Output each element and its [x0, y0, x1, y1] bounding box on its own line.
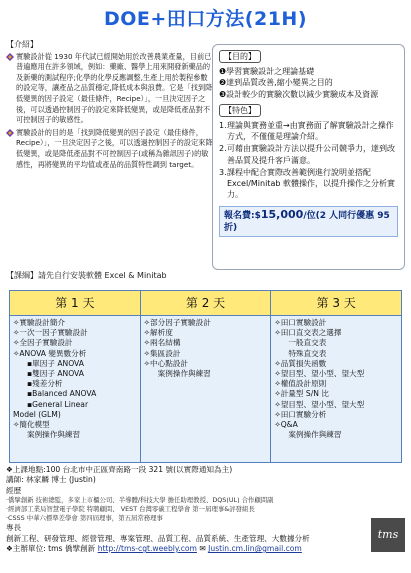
day-2-topics: [141, 316, 272, 462]
experience-line: ‧CSSS 中華六標準差學會 第四屆理事，第五屆常務理事: [6, 514, 163, 523]
diamond-bullet-icon: [6, 53, 14, 61]
schedule-topic: ✧集區設計: [143, 348, 181, 358]
feature-number: 2.: [219, 144, 227, 154]
schedule-topic: ✧計量型 S/N 比: [274, 389, 329, 399]
schedule-topic: ✧品質損失函數: [274, 358, 327, 368]
fee-amount: 15,000: [260, 208, 304, 222]
schedule-topic: Model (GLM): [13, 409, 61, 419]
page-title: DOE+田口方法(21H): [103, 8, 308, 30]
schedule-topic: ✧解析度: [143, 328, 173, 338]
day-2-header: 第 2 天: [141, 291, 272, 315]
feature-text: 理論與實務並重→由實務面了解實驗設計之操作方式，不僅僅是理論介紹。: [227, 121, 394, 142]
schedule-topic: ✧田口直交表之選擇: [274, 328, 342, 338]
footer-section: [6, 465, 404, 554]
goal-item: ❶學習實驗設計之理論基礎: [219, 67, 315, 77]
schedule-topic: ✧ANOVA 變異數分析: [13, 348, 87, 358]
intro-paragraph-text: 實驗設計的目的是「找到降低變異的因子設定（最佳條件，Recipe）」，一旦決定因子之後，可以透過控制因子的設定來降低變異，或是降低產品對不可控制因子(或稱為雜訊因子)的敏感性，再將變異的平均值或產品的品質特性調到 target。: [16, 127, 213, 169]
fee-suffix: /位(2 人同行優惠 95 折): [224, 211, 390, 233]
feature-text: 課程中配合實際改善範例進行說明並搭配 Excel/Minitab 軟體操作，以提升操作之分析實力。: [227, 167, 395, 200]
diamond-bullet-icon: [6, 129, 14, 137]
schedule-topic: ▪殘差分析: [27, 379, 63, 389]
specialty-text: 創新工程、研發管理、經營管理、專案管理、品質工程、品質系統、生產管理、大數據分析: [6, 533, 310, 543]
schedule-topic: ▪Balanced ANOVA: [27, 389, 97, 399]
intro-paragraph-text: 實驗設計從 1930 年代試已經開始用於改善農業產量，目前已普遍應用在許多領域，例如：藥廠、醫學上用來開發新藥品的及新藥的測試程序;化學的化學反應調整,生產上用於製程參數的設定等，讓產品之品質穩定,降低成本與浪費。它是「找到降低變異的因子設定（最佳條件，Recipe）」，一旦決定因子之後，可以透過控制因子的設定來降低變異，或是降低產品對不可控制因子的敏感性。: [16, 51, 213, 125]
location-text: ❖上課地點:100 台北市中正區齊南路一段 321 號(以實際通知為主): [6, 465, 233, 474]
schedule-topic: ✧部分因子實驗設計: [143, 318, 211, 327]
experience-label: 經歷: [6, 485, 22, 495]
intro-paragraph: [6, 128, 214, 170]
schedule-topic: ✧一次一因子實驗設計: [13, 328, 88, 338]
schedule-topic: ✧權值設計原則: [274, 379, 327, 389]
feature-item: [219, 167, 398, 201]
schedule-topic: 特殊直交表: [288, 348, 327, 358]
intro-section: [6, 40, 214, 268]
goals-features-panel: [212, 44, 405, 270]
registration-fee: [219, 206, 398, 236]
website-link[interactable]: http://tms-cgt.weebly.com: [97, 544, 197, 554]
schedule-topic: ✧田口實驗分析: [274, 409, 327, 419]
schedule-topic: ✧田口實驗設計: [274, 318, 327, 327]
feature-item: [219, 143, 398, 165]
schedule-topic: ✧全因子實驗設計: [13, 338, 73, 348]
feature-number: 3.: [219, 167, 227, 177]
experience-line: ‧經濟部工業局智慧電子學院 特聘顧問、 VEST 台灣零碳工程學會 第一屆理事&評發組長: [6, 505, 255, 514]
schedule-topic: 案例操作與練習: [288, 430, 342, 440]
course-outline-note: 【課綱】請先自行安裝軟體 Excel & Minitab: [6, 271, 167, 280]
schedule-body: [10, 315, 401, 462]
schedule-topic: ✧實驗設計簡介: [13, 318, 65, 327]
features-heading: 【特色】: [219, 104, 261, 117]
schedule-topic: 一般直交表: [288, 338, 327, 348]
fee-prefix: 報名費:$: [224, 211, 261, 222]
instructor-text: 講師: 林家麟 博士 (Justin): [6, 475, 96, 485]
day-3-header: 第 3 天: [316, 296, 356, 310]
email-link[interactable]: Justin.cm.lin@gmail.com: [208, 544, 302, 554]
experience-line: ‧僑擘創新 技術總監，多家上市櫃公司、半導體/科技大學 擔任助理教授、DQS(UL) 合作顧問副: [6, 496, 274, 505]
schedule-topic: ✧簡化模型: [13, 420, 50, 430]
schedule-table: [9, 290, 402, 463]
day-1-topics: [10, 316, 141, 462]
goal-item: ❸設計較少的實驗次數以減少實驗成本及資源: [219, 89, 379, 99]
tms-logo: tms: [371, 518, 405, 552]
schedule-topic: 案例操作與練習: [157, 369, 211, 379]
intro-heading: 【介紹】: [6, 40, 38, 49]
goal-item: ❷達到品質改善,縮小變異之目的: [219, 78, 333, 88]
schedule-header-row: [10, 291, 401, 315]
feature-number: 1.: [219, 121, 227, 131]
specialty-label: 專長: [6, 523, 22, 533]
schedule-topic: ✧望目型、望小型、望大型: [274, 399, 365, 409]
schedule-topic: ▪單因子 ANOVA: [27, 358, 84, 368]
day-3-topics: [271, 316, 401, 462]
schedule-topic: ✧中心點設計: [143, 358, 189, 368]
mail-icon: ✉: [199, 544, 206, 554]
schedule-topic: ▪雙因子 ANOVA: [27, 369, 84, 379]
intro-paragraph: [6, 52, 214, 126]
feature-text: 可藉由實驗設計方法以提升公司競爭力，達到改善品質及提升客戶滿意。: [227, 144, 395, 165]
organizer-text: ❖主辦單位: tms 僑擘創新: [6, 544, 96, 554]
schedule-topic: ✧望目型、望小型、望大型: [274, 369, 365, 379]
schedule-topic: ✧兩名結構: [143, 338, 181, 348]
schedule-topic: ▪General Linear: [27, 399, 89, 409]
day-1-header: 第 1 天: [10, 291, 141, 315]
contact-line: [6, 544, 404, 554]
feature-item: [219, 120, 398, 142]
schedule-topic: ✧Q&A: [274, 420, 298, 430]
schedule-topic: 案例操作與練習: [27, 430, 81, 440]
goals-heading: 【目的】: [219, 50, 261, 63]
